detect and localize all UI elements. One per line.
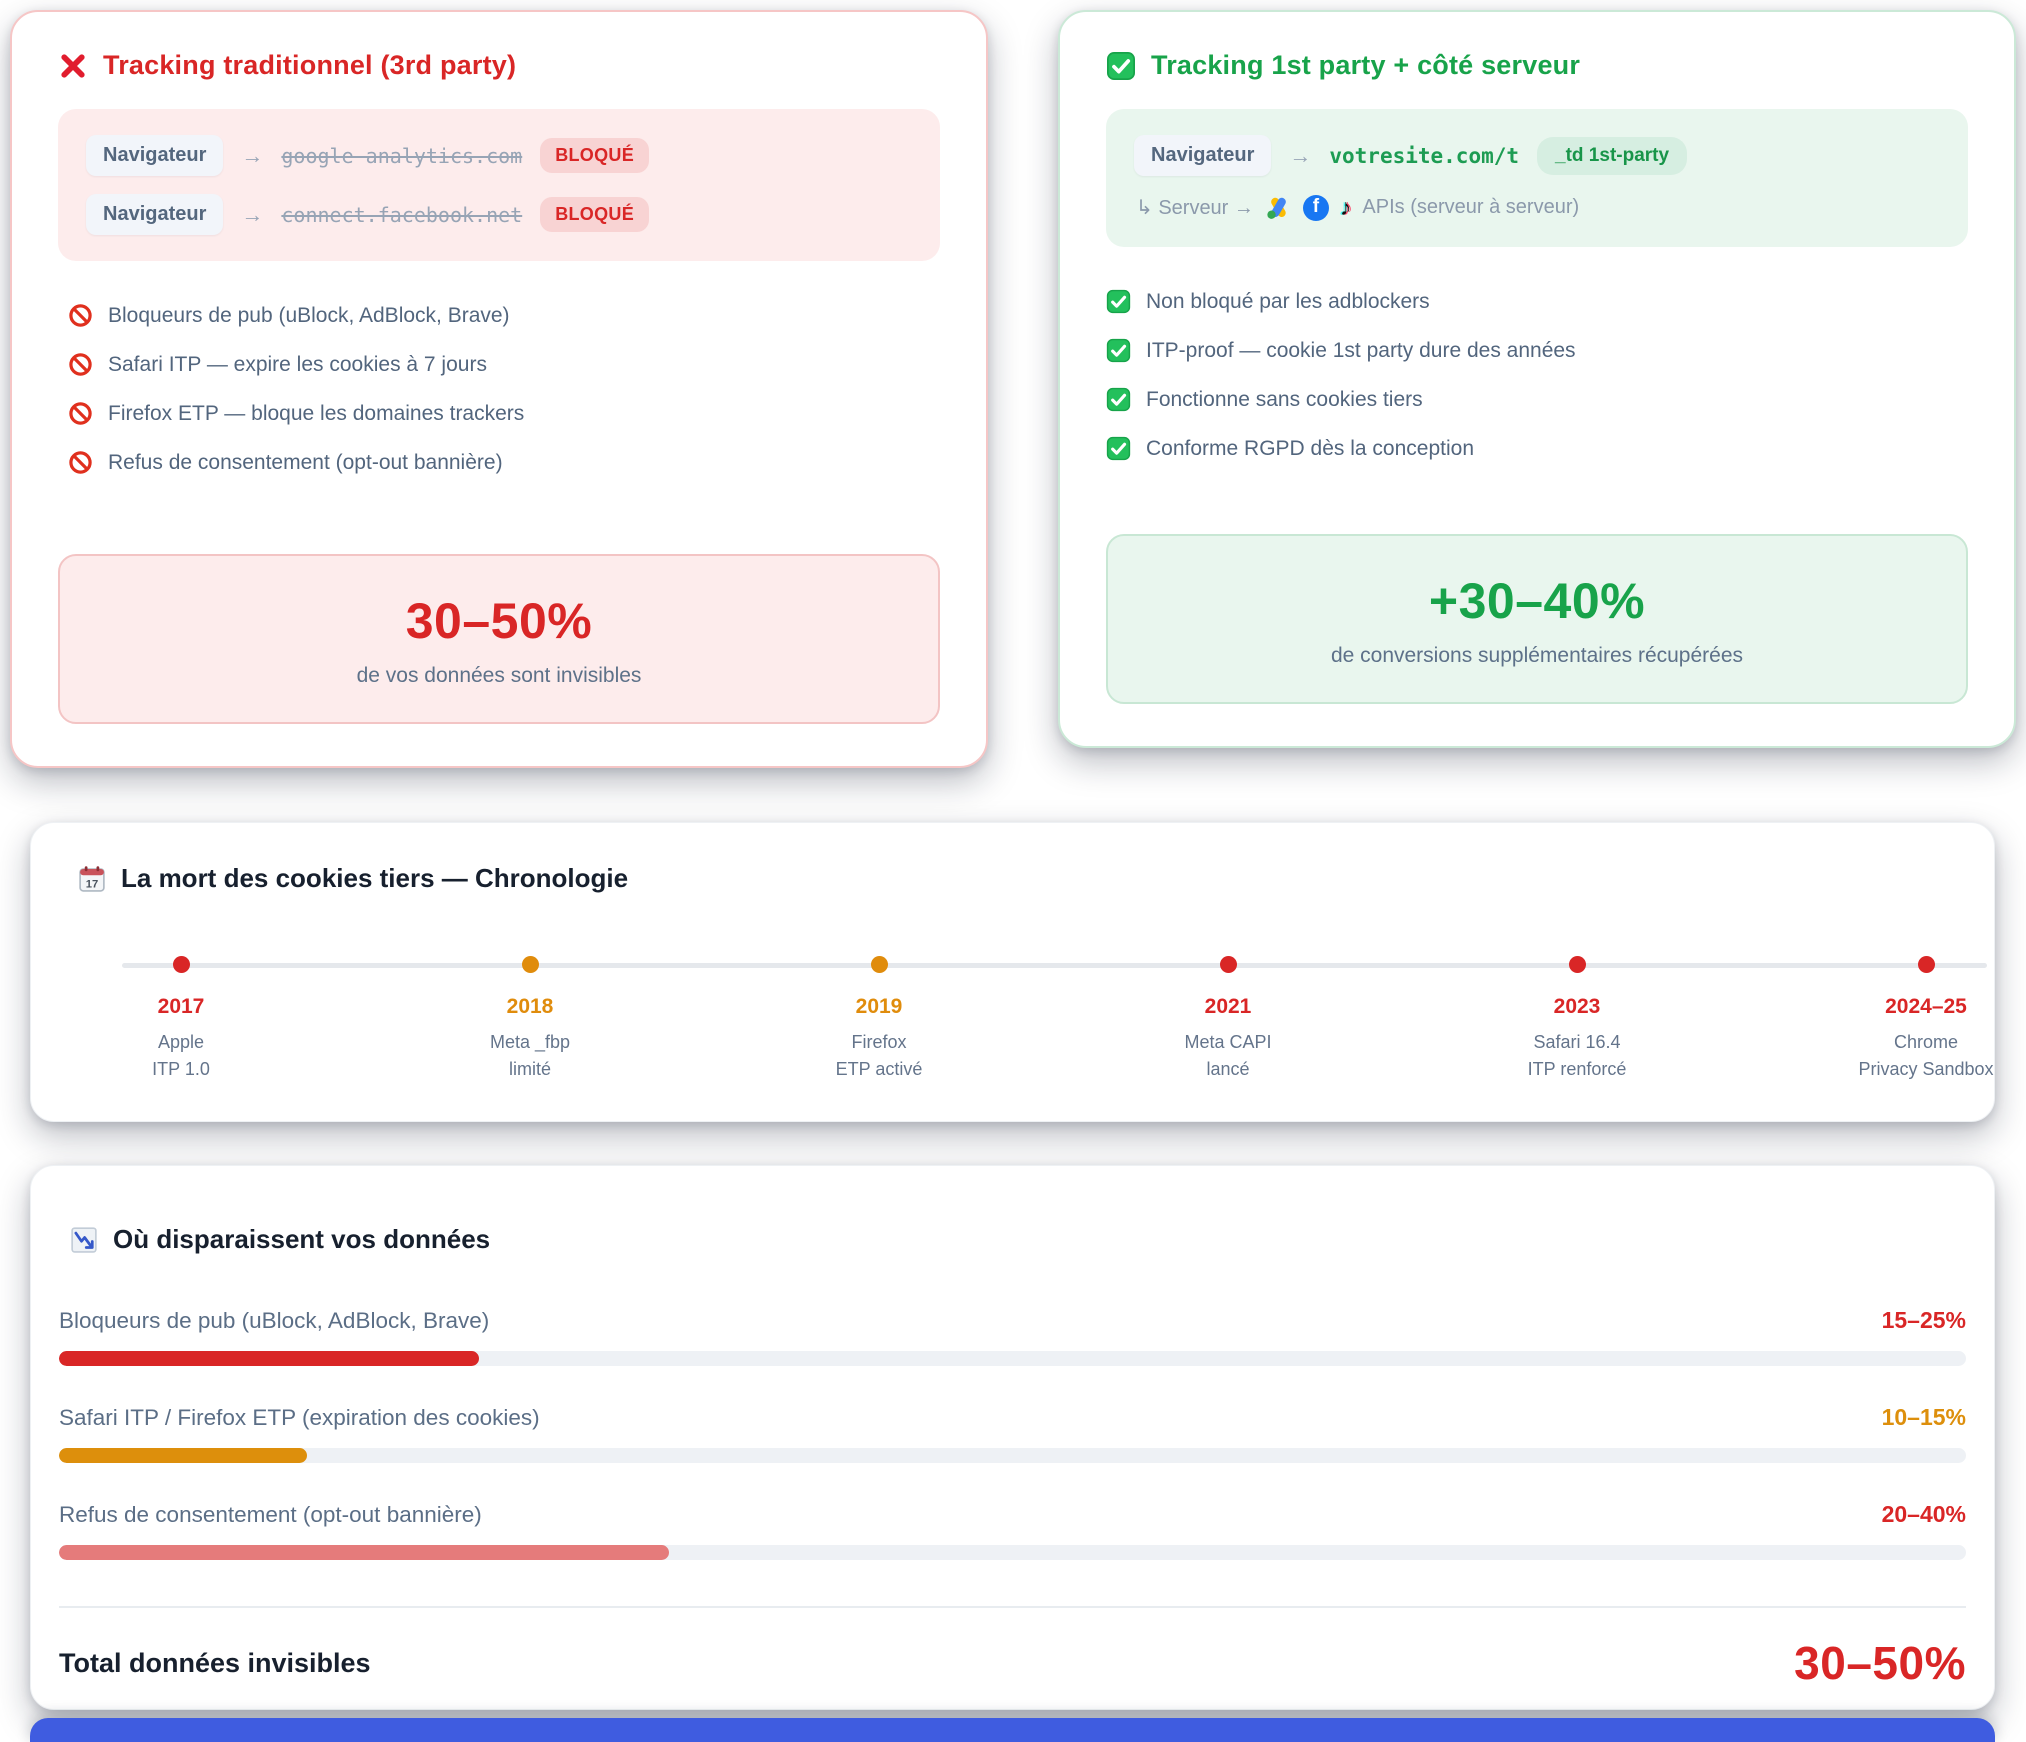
breakdown-value: 10–15%	[1881, 1404, 1966, 1430]
breakdown-label: Refus de consentement (opt-out bannière)	[59, 1502, 482, 1527]
blocked-domain: google-analytics.com	[281, 143, 523, 168]
google-ads-icon	[1265, 194, 1292, 221]
total-value: 30–50%	[1794, 1637, 1966, 1689]
progress-fill	[59, 1545, 669, 1560]
timeline-event-2023	[1447, 956, 1707, 1083]
timeline-year: 2017	[157, 995, 205, 1018]
browser-chip: Navigateur	[86, 135, 223, 176]
benefit-item	[1106, 424, 1968, 473]
conversion-gain-caption: de conversions supplémentaires récupérées	[1330, 644, 1744, 667]
server-arrow-label: ↳ Serveur →	[1136, 197, 1254, 219]
browser-chip: Navigateur	[86, 194, 223, 235]
issue-item	[58, 389, 940, 438]
divider	[59, 1606, 1966, 1608]
breakdown-label: Bloqueurs de pub (uBlock, AdBlock, Brave)	[59, 1308, 490, 1333]
breakdown-label: Safari ITP / Firefox ETP (expiration des cookies)	[59, 1405, 540, 1430]
server-apis-label: APIs (serveur à serveur)	[1362, 196, 1580, 218]
check-mark-icon	[1106, 289, 1131, 314]
svg-text:17: 17	[85, 877, 99, 890]
benefit-text: Conforme RGPD dès la conception	[1146, 436, 1474, 460]
timeline-event-2024-25	[1796, 956, 2026, 1083]
issue-item	[58, 340, 940, 389]
check-mark-icon	[1106, 338, 1131, 363]
blocked-requests-box	[58, 109, 940, 261]
timeline-description: Chrome Privacy Sandbox	[1858, 1032, 1994, 1079]
issue-text: Bloqueurs de pub (uBlock, AdBlock, Brave)	[108, 303, 510, 327]
prohibited-icon	[68, 450, 93, 475]
prohibited-icon	[68, 352, 93, 377]
card-traditional-tracking	[10, 10, 988, 768]
timeline-dot	[1220, 956, 1237, 973]
timeline-description: Firefox ETP activé	[835, 1032, 923, 1079]
chart-decreasing-icon	[69, 1225, 99, 1255]
tiktok-icon: ♪	[1339, 194, 1352, 220]
cross-mark-icon	[58, 51, 88, 81]
timeline-description: Apple ITP 1.0	[152, 1032, 210, 1079]
progress-track	[59, 1448, 1966, 1463]
firstparty-flow-box	[1106, 109, 1968, 247]
benefit-text: Fonctionne sans cookies tiers	[1146, 387, 1423, 411]
breakdown-title-text: Où disparaissent vos données	[113, 1224, 491, 1254]
timeline-dot	[522, 956, 539, 973]
benefit-list	[1106, 277, 1968, 473]
prohibited-icon	[68, 401, 93, 426]
breakdown-value: 20–40%	[1881, 1501, 1966, 1527]
blocked-request-row	[86, 135, 912, 176]
progress-fill	[59, 1351, 479, 1366]
data-loss-stat-box	[58, 554, 940, 724]
benefit-item	[1106, 375, 1968, 424]
timeline-year: 2024–25	[1885, 995, 1967, 1018]
issue-item	[58, 438, 940, 487]
server-to-apis-row	[1134, 194, 1940, 221]
calendar-icon	[77, 864, 107, 894]
timeline-description: Safari 16.4 ITP renforcé	[1527, 1032, 1627, 1079]
issue-list	[58, 291, 940, 487]
timeline-dot	[1918, 956, 1935, 973]
timeline-event-2017	[51, 956, 311, 1083]
conversion-gain-value: +30–40%	[1428, 573, 1646, 629]
firstparty-card-title	[1106, 50, 1968, 81]
progress-track	[59, 1351, 1966, 1366]
timeline-track	[77, 956, 1994, 1116]
card-cookie-death-timeline	[30, 822, 1995, 1122]
benefit-item	[1106, 277, 1968, 326]
data-loss-caption: de vos données sont invisibles	[356, 664, 642, 687]
progress-track	[59, 1545, 1966, 1560]
issue-item	[58, 291, 940, 340]
timeline-year: 2019	[855, 995, 903, 1018]
breakdown-row-consent	[59, 1501, 1966, 1560]
check-mark-icon	[1106, 436, 1131, 461]
arrow-right-icon: →	[241, 201, 264, 227]
timeline-year: 2018	[506, 995, 554, 1018]
timeline-year: 2021	[1204, 995, 1252, 1018]
breakdown-row-adblockers	[59, 1307, 1966, 1366]
card-firstparty-tracking	[1058, 10, 2016, 748]
arrow-right-icon: →	[1289, 142, 1312, 168]
blocked-domain: connect.facebook.net	[281, 202, 523, 227]
firstparty-request-row	[1134, 135, 1940, 176]
check-mark-icon	[1106, 387, 1131, 412]
breakdown-row-itp-etp	[59, 1404, 1966, 1463]
arrow-right-icon: →	[241, 142, 264, 168]
data-loss-value: 30–50%	[405, 593, 593, 649]
issue-text: Refus de consentement (opt-out bannière)	[108, 450, 503, 474]
timeline-event-2018	[400, 956, 660, 1083]
timeline-event-2019	[749, 956, 1009, 1083]
card-data-loss-breakdown	[30, 1165, 1995, 1710]
check-mark-icon	[1106, 51, 1136, 81]
prohibited-icon	[68, 303, 93, 328]
timeline-title-text: La mort des cookies tiers — Chronologie	[121, 863, 629, 893]
breakdown-value: 15–25%	[1881, 1307, 1966, 1333]
timeline-dot	[871, 956, 888, 973]
timeline-description: Meta CAPI lancé	[1184, 1032, 1272, 1079]
facebook-icon: f	[1303, 195, 1329, 221]
firstparty-domain: votresite.com/t	[1329, 143, 1520, 168]
timeline-event-2021	[1098, 956, 1358, 1083]
benefit-text: ITP-proof — cookie 1st party dure des années	[1146, 338, 1576, 362]
total-row	[59, 1636, 1966, 1690]
timeline-title	[77, 863, 1948, 894]
next-section-peek	[30, 1718, 1995, 1742]
blocked-request-row	[86, 194, 912, 235]
benefit-text: Non bloqué par les adblockers	[1146, 289, 1430, 313]
firstparty-cookie-badge: _td 1st-party	[1537, 137, 1687, 175]
traditional-card-title	[58, 50, 940, 81]
blocked-badge: BLOQUÉ	[540, 138, 649, 173]
browser-chip: Navigateur	[1134, 135, 1271, 176]
firstparty-card-title-text: Tracking 1st party + côté serveur	[1151, 50, 1581, 80]
conversion-gain-stat-box	[1106, 534, 1968, 704]
blocked-badge: BLOQUÉ	[540, 197, 649, 232]
progress-fill	[59, 1448, 307, 1463]
breakdown-title	[59, 1224, 1966, 1255]
total-label: Total données invisibles	[59, 1647, 371, 1678]
timeline-dot	[1569, 956, 1586, 973]
traditional-card-title-text: Tracking traditionnel (3rd party)	[103, 50, 517, 80]
timeline-dot	[173, 956, 190, 973]
issue-text: Safari ITP — expire les cookies à 7 jours	[108, 352, 487, 376]
issue-text: Firefox ETP — bloque les domaines trackers	[108, 401, 525, 425]
timeline-year: 2023	[1553, 995, 1601, 1018]
benefit-item	[1106, 326, 1968, 375]
timeline-description: Meta _fbp limité	[489, 1032, 571, 1079]
